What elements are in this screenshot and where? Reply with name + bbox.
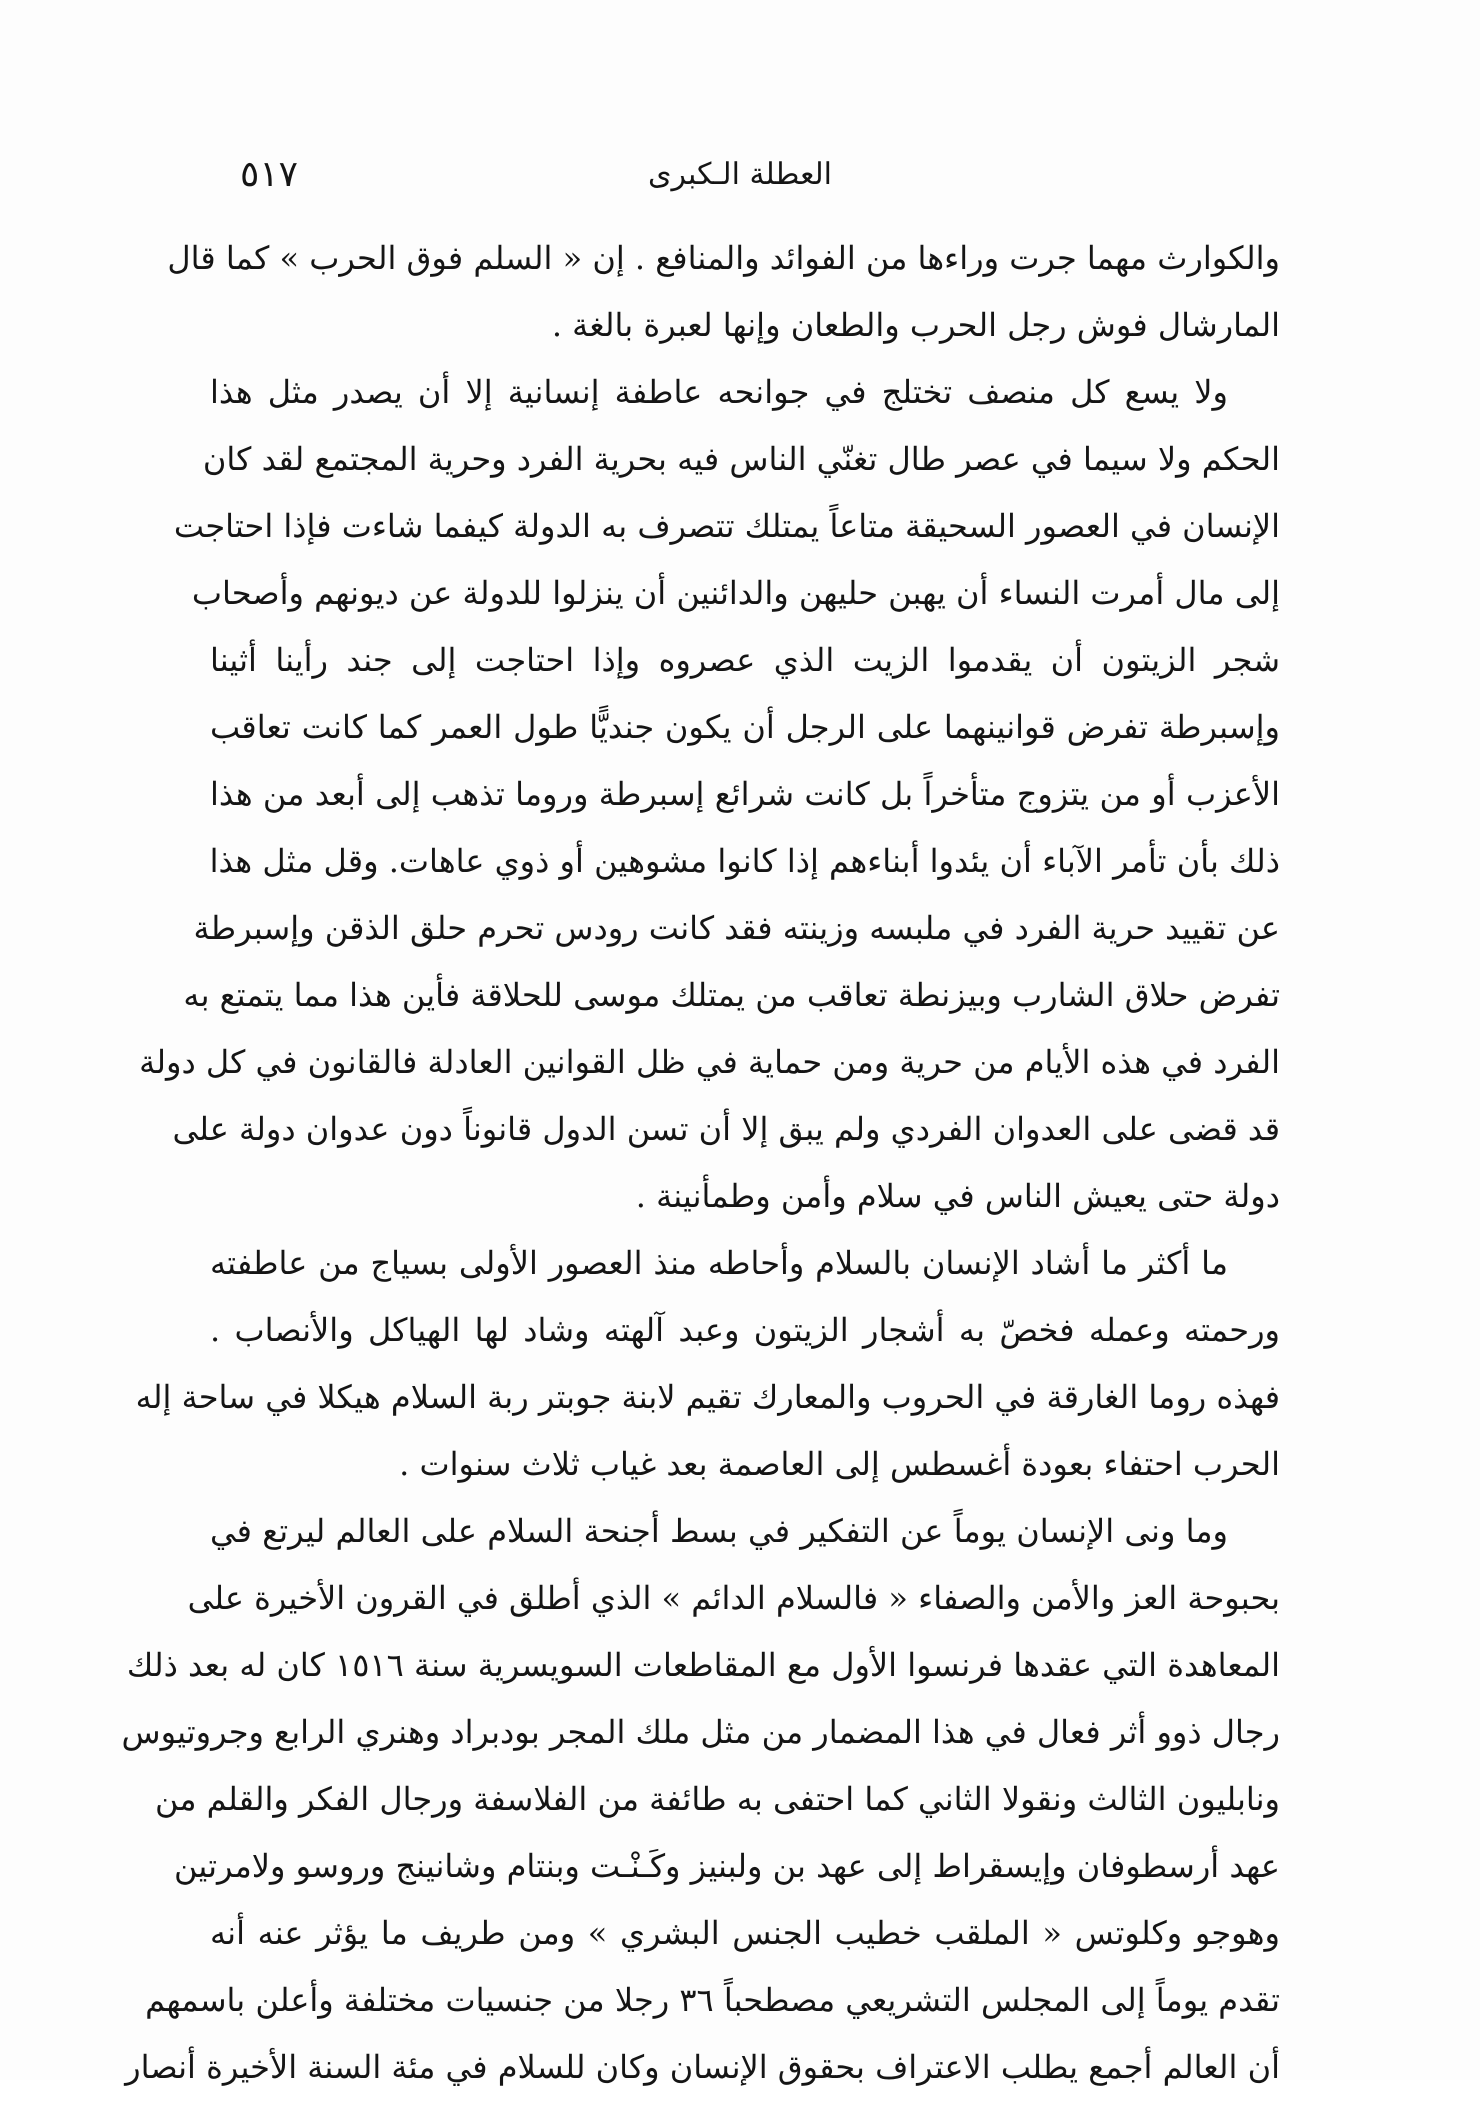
text-line: بحبوحة العز والأمن والصفاء « فالسلام الدائم » الذي أطلق في القرون الأخيرة على	[187, 1579, 1280, 1617]
text-line: أن العالم أجمع يطلب الاعتراف بحقوق الإنسان وكان للسلام في مئة السنة الأخيرة أنصار	[125, 2048, 1280, 2086]
text-line: ورحمته وعمله فخصّ به أشجار الزيتون وعبد آلهته وشاد لها الهياكل والأنصاب .	[210, 1311, 1280, 1349]
text-line: المعاهدة التي عقدها فرنسوا الأول مع المقاطعات السويسرية سنة ١٥١٦ كان له بعد ذلك	[126, 1646, 1280, 1684]
text-line: الحرب احتفاء بعودة أغسطس إلى العاصمة بعد غياب ثلاث سنوات .	[399, 1445, 1280, 1483]
text-line: وهوجو وكلوتس « الملقب خطيب الجنس البشري » ومن طريف ما يؤثر عنه أنه	[210, 1914, 1280, 1952]
text-line: تقدم يوماً إلى المجلس التشريعي مصطحباً ٣٦ رجلا من جنسيات مختلفة وأعلن باسمهم	[145, 1981, 1280, 2019]
text-line: شجر الزيتون أن يقدموا الزيت الذي عصروه وإذا احتاجت إلى جند رأينا أثينا	[210, 641, 1280, 679]
text-line: الحكم ولا سيما في عصر طال تغنّي الناس فيه بحرية الفرد وحرية المجتمع لقد كان	[202, 440, 1280, 478]
text-line: ما أكثر ما أشاد الإنسان بالسلام وأحاطه منذ العصور الأولى بسياج من عاطفته	[210, 1244, 1228, 1282]
text-line: ولا يسع كل منصف تختلج في جوانحه عاطفة إنسانية إلا أن يصدر مثل هذا	[210, 373, 1228, 411]
running-title: العطلة الـكبرى	[647, 157, 833, 192]
text-line: الإنسان في العصور السحيقة متاعاً يمتلك تتصرف به الدولة كيفما شاءت فإذا احتاجت	[173, 507, 1280, 545]
body-text	[121, 225, 1280, 2101]
text-line: إلى مال أمرت النساء أن يهبن حليهن والدائنين أن ينزلوا للدولة عن ديونهم وأصحاب	[191, 574, 1280, 612]
text-line: والكوارث مهما جرت وراءها من الفوائد والمنافع . إن « السلم فوق الحرب » كما قال	[167, 239, 1280, 277]
text-line: فهذه روما الغارقة في الحروب والمعارك تقيم لابنة جوبتر ربة السلام هيكلا في ساحة إله	[135, 1378, 1280, 1416]
text-line: الفرد في هذه الأيام من حرية ومن حماية في ظل القوانين العادلة فالقانون في كل دولة	[139, 1043, 1280, 1081]
text-line: دولة حتى يعيش الناس في سلام وأمن وطمأنينة .	[635, 1177, 1280, 1215]
text-line: رجال ذوو أثر فعال في هذا المضمار من مثل ملك المجر بودبراد وهنري الرابع وجروتيوس	[121, 1713, 1280, 1751]
page-header	[210, 150, 1270, 200]
text-line: قد قضى على العدوان الفردي ولم يبق إلا أن تسن الدول قانوناً دون عدوان دولة على	[172, 1110, 1280, 1148]
text-line: عهد أرسطوفان وإيسقراط إلى عهد بن ولبنيز وكَـنْـت وبنتام وشانينج وروسو ولامرتين	[174, 1847, 1280, 1885]
page-number: ٥١٧	[240, 154, 299, 195]
text-line: ذلك بأن تأمر الآباء أن يئدوا أبناءهم إذا كانوا مشوهين أو ذوي عاهات. وقل مثل هذا	[209, 842, 1280, 880]
text-line: الأعزب أو من يتزوج متأخراً بل كانت شرائع إسبرطة وروما تذهب إلى أبعد من هذا	[210, 775, 1280, 813]
text-line: تفرض حلاق الشارب وبيزنطة تعاقب من يمتلك موسى للحلاقة فأين هذا مما يتمتع به	[183, 976, 1280, 1014]
text-line: ونابليون الثالث ونقولا الثاني كما احتفى به طائفة من الفلاسفة ورجال الفكر والقلم من	[155, 1780, 1280, 1818]
text-line: عن تقييد حرية الفرد في ملبسه وزينته فقد كانت رودس تحرم حلق الذقن وإسبرطة	[193, 909, 1280, 947]
text-line: المارشال فوش رجل الحرب والطعان وإنها لعبرة بالغة .	[551, 306, 1280, 344]
text-line: وإسبرطة تفرض قوانينهما على الرجل أن يكون جنديًّا طول العمر كما كانت تعاقب	[210, 708, 1280, 746]
text-line: وما ونى الإنسان يوماً عن التفكير في بسط أجنحة السلام على العالم ليرتع في	[210, 1512, 1228, 1550]
